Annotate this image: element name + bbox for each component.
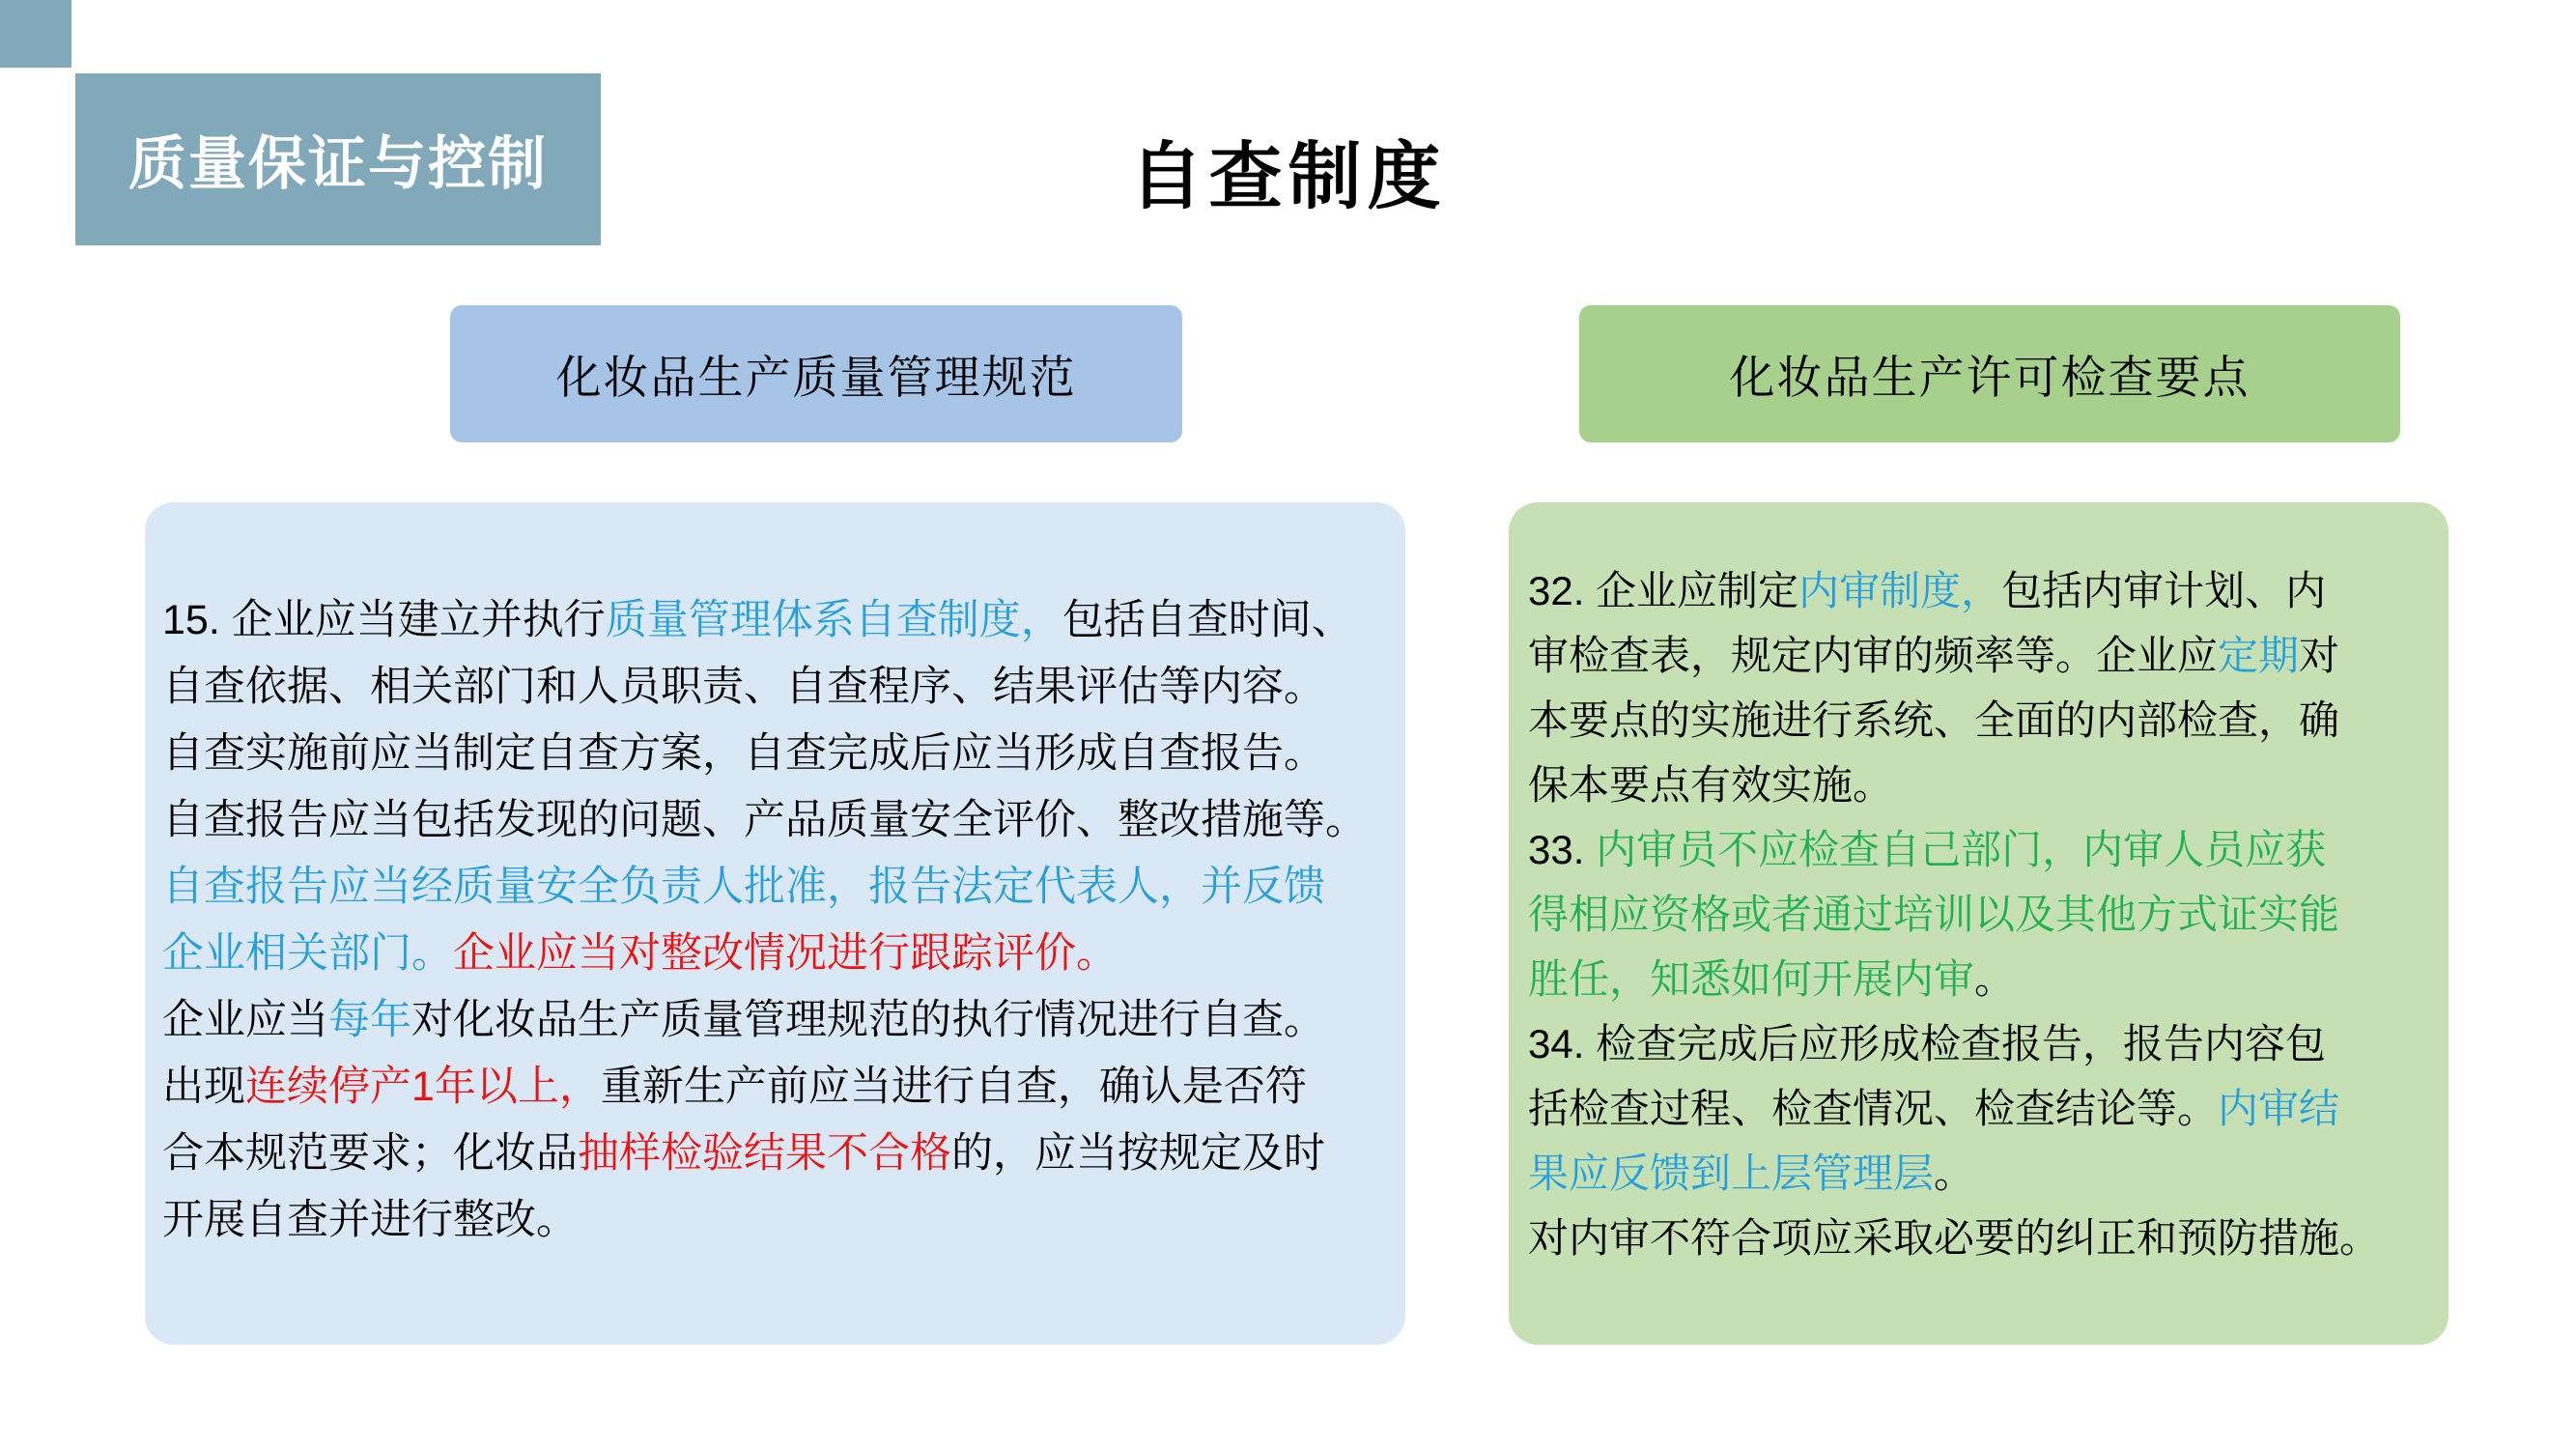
text-segment: 内审结 [2218,1086,2340,1131]
text-line [1528,1206,2435,1270]
text-segment: 自查报告应当经质量安全负责人批准，报告法定代表人，并反馈 [162,864,1325,910]
text-line [1528,1011,2435,1076]
text-segment: 胜任，知悉如何开展内审 [1528,956,1975,1002]
text-segment: 。 [1934,1151,1975,1196]
text-segment: 。 [1974,956,2016,1002]
text-line [162,587,1392,654]
text-segment: 内审员不应检查自己部门，内审人员应获 [1596,827,2327,872]
text-segment: 33. [1528,827,1597,872]
text-segment: 合本规范要求；化妆品 [162,1130,578,1177]
text-segment: 对 [2299,633,2340,678]
right-column-header [1579,305,2400,442]
text-line [162,1054,1392,1121]
text-segment: 括检查过程、检查情况、检查结论等。 [1528,1086,2219,1131]
text-segment: 果应反馈到上层管理层 [1528,1151,1935,1196]
right-column-body [1509,502,2449,1345]
text-segment: 自查报告应当包括发现的问题、产品质量安全评价、整改措施等。 [162,797,1367,843]
left-column-body [145,502,1405,1345]
text-segment: 保本要点有效实施。 [1528,762,1894,808]
text-line [1528,1076,2435,1141]
text-segment: 内审制度， [1798,568,2002,613]
text-segment: 34. 检查完成后应形成检查报告，报告内容包 [1528,1021,2327,1066]
text-segment: 32. 企业应制定 [1528,568,1799,613]
text-segment: 企业应当 [162,997,328,1043]
text-line [1528,753,2435,817]
text-segment: 自查实施前应当制定自查方案，自查完成后应当形成自查报告。 [162,730,1325,777]
corner-accent-square [0,0,71,68]
text-segment: 质量管理体系自查制度， [605,597,1062,643]
text-segment: 本要点的实施进行系统、全面的内部检查，确 [1528,697,2340,743]
text-line [162,1121,1392,1187]
text-segment: 审检查表，规定内审的频率等。企业应 [1528,633,2219,678]
text-line [1528,558,2435,623]
text-line [162,921,1392,987]
section-banner-label: 质量保证与控制 [128,131,548,196]
text-segment: 每年 [328,997,411,1043]
text-line [162,1187,1392,1254]
page-title: 自查制度 [1129,136,1447,218]
text-line [1528,688,2435,753]
text-line [1528,623,2435,688]
text-segment: 定期 [2218,633,2300,678]
text-segment: 抽样检验结果不合格 [578,1130,951,1177]
text-line [1528,947,2435,1011]
text-segment: 包括内审计划、内 [2001,568,2327,613]
text-line [162,654,1392,721]
text-segment: 对内审不符合项应采取必要的纠正和预防措施。 [1528,1215,2381,1261]
text-line [1528,1141,2435,1206]
text-segment: 得相应资格或者通过培训以及其他方式证实能 [1528,892,2340,937]
text-line [1528,817,2435,882]
text-line [1528,882,2435,947]
text-segment: 企业相关部门。 [162,930,453,977]
text-segment: 企业应当对整改情况进行跟踪评价。 [453,930,1118,977]
text-segment: 连续停产1年以上， [245,1064,601,1110]
text-segment: 的，应当按规定及时 [951,1130,1325,1177]
text-segment: 开展自查并进行整改。 [162,1197,578,1243]
left-column-header [450,305,1182,442]
text-segment: 自查依据、相关部门和人员职责、自查程序、结果评估等内容。 [162,664,1325,710]
left-column-header-label: 化妆品生产质量管理规范 [555,351,1077,403]
text-segment: 对化妆品生产质量管理规范的执行情况进行自查。 [411,997,1325,1043]
text-segment: 重新生产前应当进行自查，确认是否符 [600,1064,1307,1110]
text-line [162,987,1392,1054]
text-line [162,854,1392,921]
text-segment: 包括自查时间、 [1062,597,1353,643]
text-line [162,787,1392,854]
text-segment: 出现 [162,1064,245,1110]
text-line [162,721,1392,787]
right-column-header-label: 化妆品生产许可检查要点 [1729,351,2250,403]
text-segment: 15. 企业应当建立并执行 [162,597,606,643]
